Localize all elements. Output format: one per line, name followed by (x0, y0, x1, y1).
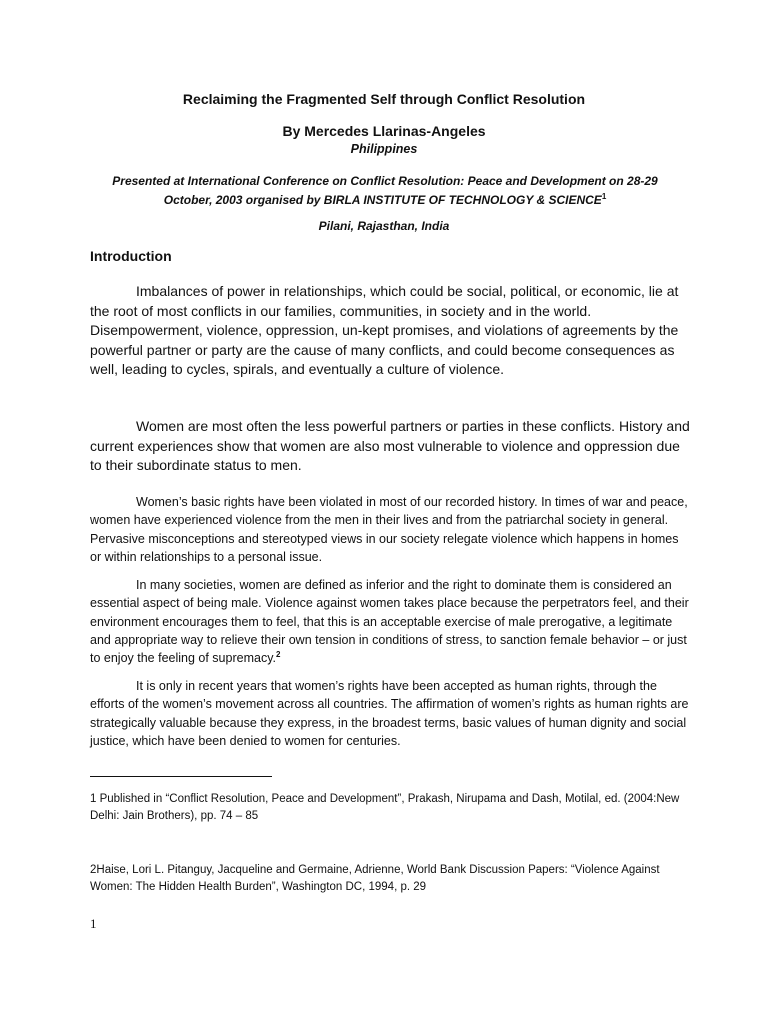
paragraph-4-text: In many societies, women are defined as inferior and the right to dominate them is considered an essential aspect of being male. Violence against women takes place because the perpetrators feel, and their environment encourages them to feel, that this is an acceptable exercise of male prerogative, a legitimate and appropriate way to relieve their own tension in conditions of stress, to sanction female behavior – or just to enjoy the feeling of supremacy. (90, 578, 689, 666)
document-title: Reclaiming the Fragmented Self through Conflict Resolution (182, 91, 586, 107)
conference-location: Pilani, Rajasthan, India (318, 219, 450, 233)
footnote-separator (90, 776, 272, 777)
paragraph-4 (90, 576, 690, 667)
author-line: By Mercedes Llarinas-Angeles (282, 123, 486, 139)
author-country: Philippines (350, 142, 418, 156)
footnote-ref-2: 2 (276, 650, 281, 660)
presentation-text: Presented at International Conference on Conflict Resolution: Peace and Development on 28-29 October, 2003 organised by BIRLA INSTITUTE OF TECHNOLOGY & SCIENCE (112, 174, 658, 207)
paragraph-5: It is only in recent years that women’s rights have been accepted as human rights, through the efforts of the women’s movement across all countries. The affirmation of women’s rights as human rights are strategically valuable because they express, in the broadest terms, basic values of human dignity and social justice, which have been denied to women for centuries. (90, 679, 689, 748)
footnote-2: 2Haise, Lori L. Pitanguy, Jacqueline and Germaine, Adrienne, World Bank Discussion Papers: “Violence Against Women: The Hidden Health Burden”, Washington DC, 1994, p. 29 (90, 864, 660, 893)
footnote-1: 1 Published in “Conflict Resolution, Peace and Development”, Prakash, Nirupama and Dash, Motilal, ed. (2004:New Delhi: Jain Brothers), pp. 74 – 85 (90, 793, 680, 822)
page-number: 1 (90, 916, 97, 931)
presentation-note (90, 172, 680, 210)
footnote-ref-1: 1 (601, 192, 607, 201)
paragraph-2: Women are most often the less powerful partners or parties in these conflicts. History and current experiences show that women are also most vulnerable to violence and oppression due to their subordinate status to men. (90, 418, 690, 474)
paragraph-3: Women’s basic rights have been violated in most of our recorded history. In times of war and peace, women have experienced violence from the men in their lives and from the patriarchal society in general. Pervasive misconceptions and stereotyped views in our society relegate violence which happens in homes or within relationships to a personal issue. (90, 495, 688, 564)
section-heading-introduction: Introduction (90, 248, 172, 264)
paragraph-1: Imbalances of power in relationships, which could be social, political, or economic, lie at the root of most conflicts in our families, communities, in society and in the world. Disempowerment, violence, oppression, un-kept promises, and violations of agreements by the powerful partner or party are the cause of many conflicts, and could become consequences as well, leading to cycles, spirals, and eventually a culture of violence. (90, 283, 679, 378)
